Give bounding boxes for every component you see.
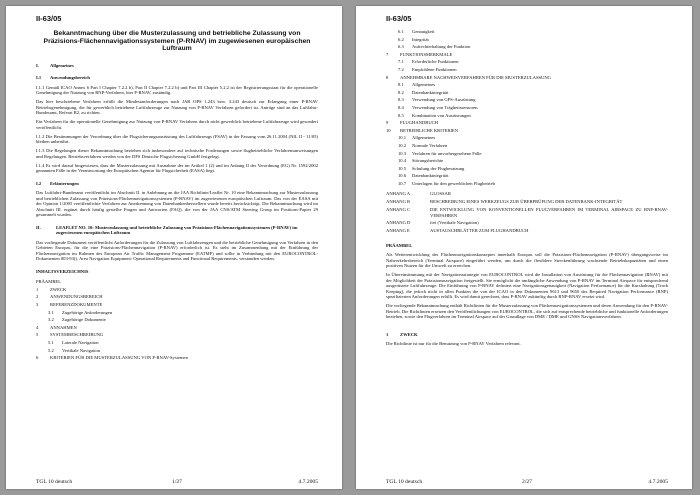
toc-entry [36, 309, 318, 317]
toc-label: Kombination von Ausrüstungen [412, 112, 471, 118]
toc-label: SYSTEMBESCHREIBUNG [50, 332, 104, 338]
toc-label: ANNAHMEN [50, 324, 77, 330]
toc-label: Schulung der Flugbesatzung [412, 165, 465, 171]
section-heading [386, 332, 668, 338]
paragraph: In Übereinstimmung mit der Navigationsstrategie von EUROCONTROL wird die Installation von Ausrüstung für die Flächennavigation (RNAV) mit der Möglichkeit der Präzisionsnavigation freigestellt. Sie ermöglicht die umfängliche Anwendung von P-RNAV im Terminal Airspace für entsprechend ausgerüstete Luftfahrzeuge. Die Einführung von P-RNAV definiert eine Navigationsgenauigkeit (Navigation Performance) für die Kurshaltung (Track Keeping), die jedoch nicht in allen Punkten die von der ICAO in den Dokumenten 9613 und 9650 des Required Navigation Performance (RNP) spezifizierten Anforderungen erfüllt. Es wird damit gerechnet, dass P-RNAV zukünftig durch RNP-RNAV ersetzt wird. [386, 272, 668, 300]
section-title: Erläuterungen [50, 180, 79, 186]
paragraph: Als Weiterentwicklung des Flächennavigationskonzeptes innerhalb Europas soll die Präzisions-Flächennavigation (P-RNAV) übergangsweise im Nahverkehrsbereich (Terminal Airspace) eingeführt werden, um durch die flexiblere Streckenführung wachsende Betriebskapazitäten und einen positiven Nutzen für die Umwelt zu erreichen. [386, 252, 668, 269]
toc-number: 8.2 [398, 89, 404, 95]
toc-number: 10.3 [398, 150, 407, 156]
table-of-contents [386, 28, 668, 187]
toc-number: 4 [36, 324, 39, 330]
document-id: II-63/05 [36, 14, 62, 23]
toc-number: 8.3 [398, 97, 404, 103]
toc-label: FLUGHANDBUCH [400, 120, 439, 126]
annex-entry [386, 228, 668, 234]
toc-heading: INHALTSVERZEICHNIS [36, 268, 89, 274]
annex-list [386, 191, 668, 233]
toc-entry [386, 51, 668, 59]
paragraph: Ein Verfahren für die operationelle Genehmigung zur Nutzung von P-RNAV Verfahren durch nicht gewerblich betriebene Luftfahrzeuge wird gesondert veröffentlicht. [36, 119, 318, 130]
toc-entry [36, 354, 318, 362]
toc-label: Allgemeines [412, 82, 436, 88]
toc-number: 7.2 [398, 66, 404, 72]
toc-entry [386, 43, 668, 51]
toc-number: 8.1 [398, 82, 404, 88]
section-number: 1 [386, 331, 389, 337]
section-heading [36, 225, 318, 236]
toc-number: 10.6 [398, 173, 407, 179]
annex-title: DIE ENTWICKLUNG VON KONVENTIONELLEN FLUGVERFAHREN IM TERMINAL AIRSPACE ZU RNP-RNAV-VERFAHREN [430, 207, 668, 218]
section-heading [36, 63, 318, 69]
toc-label: Vertikale Navigation [62, 347, 101, 353]
toc-number: 8.5 [398, 112, 404, 118]
document-id: II-63/05 [386, 14, 412, 23]
toc-number: 7.1 [398, 59, 404, 65]
toc-entry [386, 172, 668, 180]
toc-entry [386, 165, 668, 173]
footer-page-number: 2/27 [522, 479, 532, 485]
footer-date: 4.7.2005 [648, 479, 668, 485]
annex-label: ANHANG B [386, 199, 411, 205]
annex-entry [386, 199, 668, 205]
toc-entry [386, 180, 668, 188]
toc-label: Unterlagen für den gewerblichen Flugbetrieb [412, 180, 495, 186]
toc-entry [386, 81, 668, 89]
toc-label: Laterale Navigation [62, 340, 99, 346]
annex-label: ANHANG D [386, 220, 411, 226]
toc-label: BETRIEBLICHE KRITERIEN [400, 127, 459, 133]
annex-entry [386, 220, 668, 226]
toc-number: 7 [386, 51, 389, 57]
annex-label: ANHANG E [386, 228, 410, 234]
toc-number: 8.4 [398, 104, 404, 110]
toc-entry [386, 74, 668, 82]
toc-number: 10 [386, 127, 391, 133]
toc-label: Zugehörige Anforderungen [62, 309, 113, 315]
toc-entry [36, 324, 318, 332]
footer-page-number: 1/27 [172, 479, 182, 485]
page-body [36, 26, 318, 362]
toc-number: 6.3 [398, 44, 404, 50]
toc-number: 1 [36, 286, 39, 292]
toc-entry [386, 112, 668, 120]
toc-number: 5.1 [48, 340, 54, 346]
toc-entry [386, 89, 668, 97]
toc-number: 10.1 [398, 135, 407, 141]
toc-entry [386, 36, 668, 44]
section-number: I.2 [36, 180, 42, 186]
toc-number: 10.2 [398, 142, 407, 148]
section-title: Allgemeines [50, 62, 74, 68]
paragraph: Die Richtlinie ist nur für die Benutzung von P-RNAV Verfahren relevant. [386, 341, 521, 347]
toc-label: KRITERIEN FÜR DIE MUSTERZULASSUNG VON P-RNAV-Systemen [50, 355, 188, 361]
table-of-contents [36, 286, 318, 362]
toc-label: ANWENDUNGSBEREICH [50, 294, 103, 300]
toc-number: 5.2 [48, 347, 54, 353]
toc-number: 6.1 [398, 29, 404, 34]
toc-label: Verwendung von GPS-Ausrüstung [412, 97, 476, 103]
paragraph: I.1.3 Die Regelungen dieser Bekanntmachung beziehen sich insbesondere auf technische Forderungen sowie flugbetriebliche Verfahrensanweisungen und Regelungen. Betriebsverfahren werden von der DFS Deutsche Flugsicherung GmbH festgelegt. [36, 148, 318, 159]
toc-label: Integrität [412, 36, 429, 42]
toc-number: 9 [386, 120, 389, 126]
toc-label: REFERENZDOKUMENTE [50, 302, 103, 308]
annex-label: ANHANG A [386, 191, 411, 197]
toc-entry [36, 316, 318, 324]
toc-label: Verwendung von Trägheitssensoren [412, 104, 478, 110]
section-number: I. [36, 62, 39, 68]
toc-entry [386, 150, 668, 158]
paragraph: I.1.1 Gemäß ICAO Annex 6 Part I Chapter 7.2.2 b), Part II Chapter 7.2.2 b) und Part III Chapter 5.2.2 ist der Registrierungsstaat für die operationelle Genehmigung der Nutzung von RNP-Verfahren, hier P-RNAV, zuständig. [36, 84, 318, 96]
toc-number: 3.2 [48, 317, 54, 323]
toc-entry [386, 28, 668, 36]
annex-entry [386, 207, 668, 218]
toc-label: Aufrechterhaltung der Funktion [412, 44, 471, 50]
toc-number: 10.4 [398, 158, 407, 164]
toc-number: 3 [36, 302, 39, 308]
page-body [386, 28, 668, 350]
toc-label: Zugehörige Dokumente [62, 317, 106, 323]
paragraph: Das hier beschriebene Verfahren erfüllt die Mindestanforderungen nach JAR OPS 1.243 bzw. 3.243 deutsch zur Erlangung einer P-RNAV Betriebsgenehmigung, die für gewerblich betriebene Luftfahrzeuge zur Nutzung von P-RNAV Verfahren gefordert ist. Anträge sind an das Luftfahrt-Bundesamt, Referat B2, zu richten. [36, 99, 318, 116]
annex-entry [386, 191, 668, 197]
toc-label: Allgemeines [412, 135, 436, 141]
toc-entry [386, 142, 668, 150]
toc-number: 8 [386, 74, 389, 80]
annex-title: frei (Vertikale Navigation) [430, 220, 479, 226]
paragraph: Das Luftfahrt-Bundesamt veröffentlicht im Abschnitt II. in Anlehnung an die JAA Richtlinie/Leaflet Nr. 10 eine Bekanntmachung zur Musterzulassung und betrieblichen Zulassung von Präzisions-Flächennavigationssystemen (P-RNAV) im zugewiesenen europäischen Luftraum. Das von der EASA mit der Opinion 1/2005 veröffentlichte Verfahren zur Anerkennung von Datenbankenherstellern wurde bereits berücksichtigt. Die Bekanntmachung wird im Abschnitt III. ergänzt durch häufig gestellte Fragen und Antworten (FAQ), die von der JAA CNS/ATM Steering Group im Positions-Papier 29 gesammelt wurden. [36, 190, 318, 218]
toc-number: 6.2 [398, 36, 404, 42]
footer-doc-name: TGL 10 deutsch [36, 479, 73, 485]
toc-entry [36, 331, 318, 339]
section-title: ZWECK [400, 331, 418, 337]
toc-entry [386, 134, 668, 142]
toc-entry [36, 301, 318, 309]
page-title: Bekanntmachung über die Musterzulassung und betriebliche Zulassung von Präzisions-Flächennavigationssystemen (P-RNAV) im zugewiesenen europäischen Luftraum [43, 30, 311, 53]
section-title: Anwendungsbereich [50, 75, 90, 81]
section-title: LEAFLET NO. 10: Musterzulassung und betriebliche Zulassung von Präzisions-Flächennavigationssystemen (P-RNAV) im zugewiesenen europäischen Luftraum [56, 224, 298, 236]
annex-title: AUSTAUSCHBLÄTTER ZUM FLUGHANDBUCH [430, 228, 529, 234]
toc-label: Datenbankintegrität [412, 89, 449, 95]
toc-entry [386, 58, 668, 66]
toc-number: 10.7 [398, 180, 407, 186]
toc-label: Verfahren für unvorhergesehene Fälle [412, 150, 482, 156]
toc-label: Empfohlene Funktionen [412, 66, 457, 72]
toc-entry [386, 96, 668, 104]
annex-title: GLOSSAR [430, 191, 451, 197]
page-footer [386, 479, 668, 485]
paragraph: Die vorliegende Bekanntmachung enthält Richtlinien für die Musterzulassung von Flächennavigationssystemen und deren Anwendung für den P-RNAV-Betrieb. Die Richtlinien ersetzen den Veröffentlichungen von EUROCONTROL, die sich auf entsprechende betriebliche und funktionelle Anforderungen beziehen, sowie den Flugverfahren im Terminal Airspace auf der Grundlage von DME / DME und GNSS Navigationsverfahren. [386, 303, 668, 320]
document-page-1 [6, 6, 342, 489]
toc-label: FUNKTIONSMERKMALE [400, 51, 453, 57]
footer-doc-name: TGL 10 deutsch [386, 479, 423, 485]
section-number: II. [36, 224, 41, 230]
toc-entry [36, 339, 318, 347]
document-page-2 [356, 6, 692, 489]
toc-label: ANNEHMBARE NACHWEISVERFAHREN FÜR DIE MUSTERZULASSUNG [400, 74, 552, 80]
toc-entry [36, 293, 318, 301]
toc-entry [36, 286, 318, 294]
toc-label: Störungsberichte [412, 158, 444, 164]
toc-number: 5 [36, 332, 39, 338]
annex-title: BESCHREIBUNG EINES WERKZEUGS ZUR ÜBERPRÜFUNG DER DATENBANK-INTEGRITÄT [430, 199, 623, 205]
toc-label: Datenbankintegrität [412, 173, 449, 179]
annex-label: ANHANG C [386, 207, 411, 213]
toc-entry [386, 104, 668, 112]
page-footer [36, 479, 318, 485]
section-number: I.1 [36, 75, 42, 81]
toc-label: Erforderliche Funktionen [412, 59, 459, 65]
toc-preamble: PRÄAMBEL [36, 279, 62, 285]
toc-entry [386, 119, 668, 127]
toc-entry [386, 127, 668, 135]
toc-number: 2 [36, 294, 39, 300]
toc-number: 3.1 [48, 309, 54, 315]
toc-entry [386, 157, 668, 165]
toc-number: 6 [36, 355, 39, 361]
toc-label: ZWECK [50, 286, 67, 292]
preamble-heading: PRÄAMBEL [386, 242, 413, 248]
toc-label: Normale Verfahren [412, 142, 448, 148]
toc-entry [36, 347, 318, 355]
paragraph: I.1.2 Die Bestimmungen der Verordnung über die Flugsicherungsausrüstung des Luftfahrzeugs (FSAV) in der Fassung vom 26.11.2004 (NfL II - 11/05) bleiben unberührt. [36, 133, 318, 145]
toc-number: 10.5 [398, 165, 407, 171]
footer-date: 4.7.2005 [298, 479, 318, 485]
toc-entry [386, 66, 668, 74]
paragraph: I.1.4 Es wird darauf hingewiesen, dass die Musterzulassung mit Ausnahme der im Artikel 1 (2) und im Anhang II der Verordnung (EG) Nr. 1592/2002 genannten Fälle in der Verantwortung der Europäischen Agentur für Flugsicherheit (EASA) liegt. [36, 162, 318, 174]
subsection-heading [36, 181, 318, 187]
subsection-heading [36, 75, 318, 81]
paragraph: Das vorliegende Dokument veröffentlicht Anforderungen für die Zulassung von Luftfahrzeugen und die betriebliche Genehmigung von Verfahren in den Gebieten Europas, für die eine Präzisions-Flächennavigation (P-RNAV) erforderlich ist. Es steht im Zusammenhang mit der Einführung der Flächennavigation im Rahmen des European Air Traffic Management Programme (EATMP) und sollte in Verbindung mit den EUROCONTROL-Dokumenten 003-93(), Area Navigation Equipment: Operational Requirements and Functional Requirements, verstanden werden. [36, 239, 318, 262]
toc-label: Genauigkeit [412, 29, 435, 34]
